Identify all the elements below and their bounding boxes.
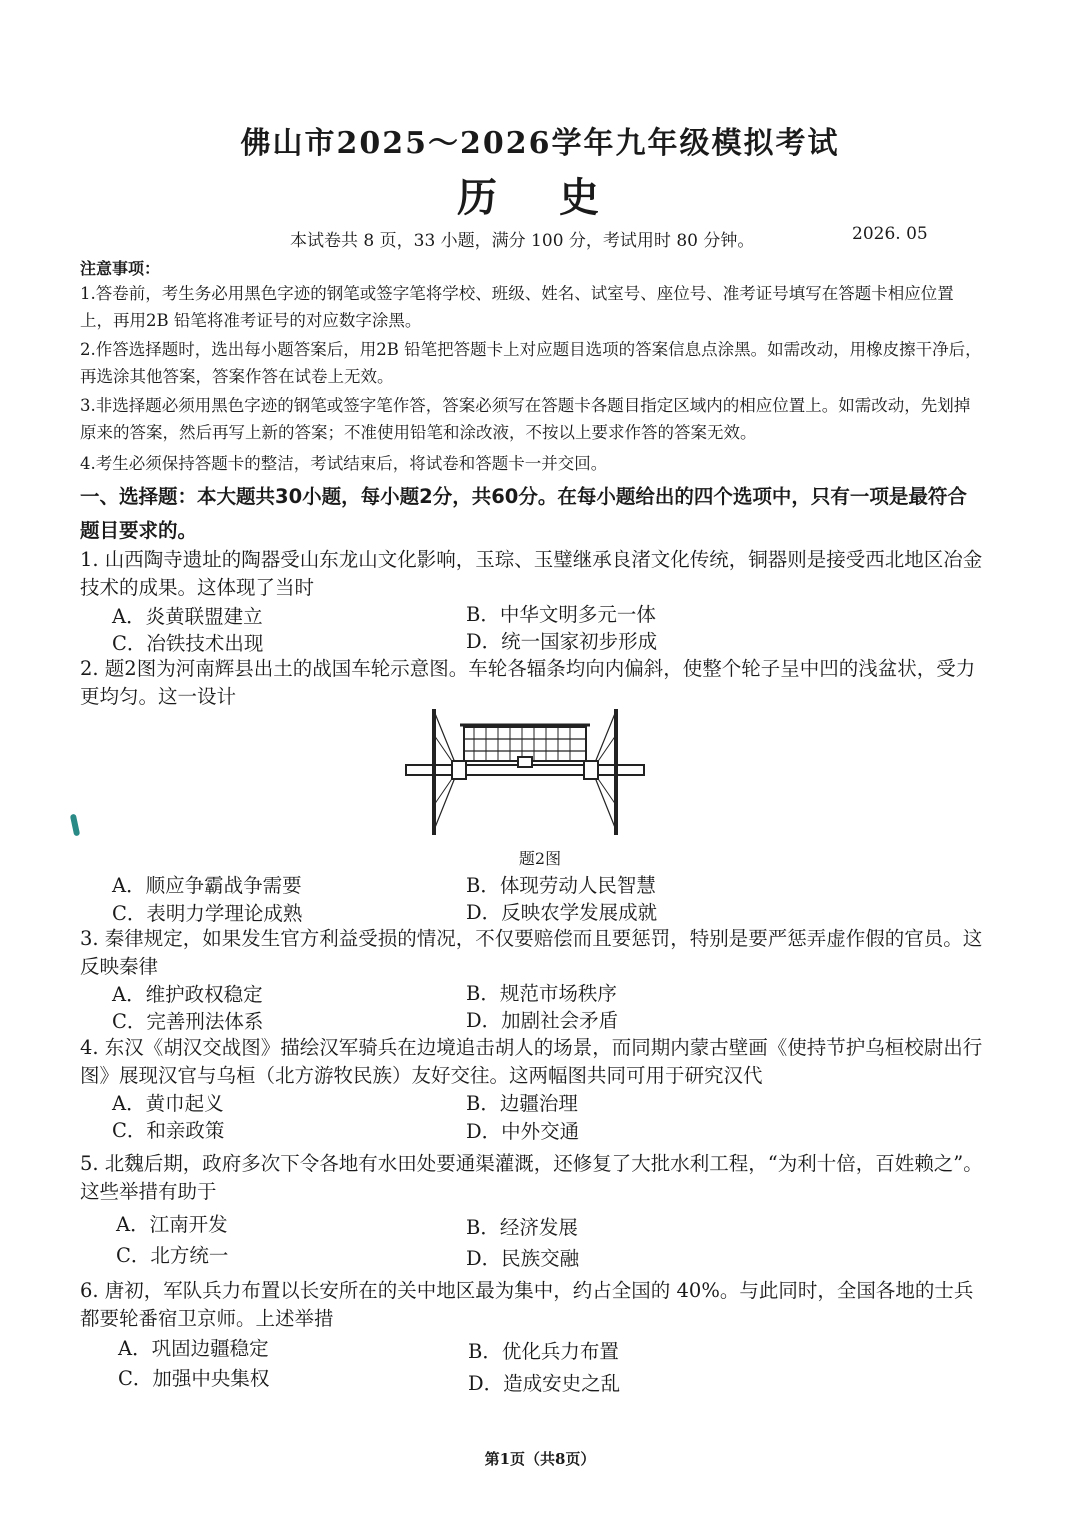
question-6-option-a[interactable]: A．巩固边疆稳定 — [118, 1337, 269, 1360]
question-2-option-a[interactable]: A．顺应争霸战争需要 — [112, 874, 302, 897]
exam-title: 佛山市2025～2026学年九年级模拟考试 — [240, 126, 840, 161]
question-3-option-b[interactable]: B．规范市场秩序 — [466, 982, 617, 1005]
question-3-stem: 3. 秦律规定，如果发生官方利益受损的情况，不仅要赔偿而且要惩罚，特别是要严惩弄虚作假的官员。这反映秦律 — [80, 927, 983, 978]
exam-info: 本试卷共 8 页，33 小题，满分 100 分，考试用时 80 分钟。 — [290, 231, 755, 251]
question-1-option-b[interactable]: B．中华文明多元一体 — [466, 603, 656, 626]
question-6-option-c[interactable]: C．加强中央集权 — [118, 1367, 270, 1390]
question-1-option-c[interactable]: C．冶铁技术出现 — [112, 632, 264, 655]
question-3-option-d[interactable]: D．加剧社会矛盾 — [466, 1009, 619, 1032]
question-4-option-a[interactable]: A．黄巾起义 — [112, 1092, 224, 1115]
figure-caption: 题2图 — [518, 849, 562, 868]
question-2-option-c[interactable]: C．表明力学理论成熟 — [112, 902, 303, 925]
question-3-option-c[interactable]: C．完善刑法体系 — [112, 1010, 264, 1033]
question-1-option-a[interactable]: A．炎黄联盟建立 — [112, 605, 263, 628]
question-4-option-c[interactable]: C．和亲政策 — [112, 1119, 225, 1142]
notice-item-2: 2.作答选择题时，选出每小题答案后，用2B 铅笔把答题卡上对应题目选项的答案信息点涂黑。如需改动，用橡皮擦干净后，再选涂其他答案，答案作答在试卷上无效。 — [80, 340, 982, 386]
question-6-option-b[interactable]: B．优化兵力布置 — [468, 1340, 619, 1363]
question-2-stem: 2. 题2图为河南辉县出土的战国车轮示意图。车轮各辐条均向内偏斜，使整个轮子呈中凹的浅盆状，受力更均匀。这一设计 — [80, 657, 976, 708]
question-3-option-a[interactable]: A．维护政权稳定 — [112, 983, 263, 1006]
question-1-option-d[interactable]: D．统一国家初步形成 — [466, 630, 658, 653]
question-5-option-a[interactable]: A．江南开发 — [116, 1213, 228, 1236]
notice-item-3: 3.非选择题必须用黑色字迹的钢笔或签字笔作答，答案必须写在答题卡各题目指定区域内的相应位置上。如需改动，先划掉原来的答案，然后再写上新的答案；不准使用铅笔和涂改液，不按以上要求作答的答案无效。 — [80, 396, 971, 442]
question-6-stem: 6. 唐初，军队兵力布置以长安所在的关中地区最为集中，约占全国的 40%。与此同时，全国各地的士兵都要轮番宿卫京师。上述举措 — [80, 1279, 974, 1330]
question-6-option-d[interactable]: D．造成安史之乱 — [468, 1372, 621, 1395]
carriage-box — [460, 725, 590, 767]
notice-item-4: 4.考生必须保持答题卡的整洁，考试结束后，将试卷和答题卡一并交回。 — [80, 454, 608, 473]
notice-heading: 注意事项： — [80, 259, 161, 278]
question-2-option-b[interactable]: B．体现劳动人民智慧 — [466, 874, 656, 897]
section-heading: 一、选择题：本大题共30小题，每小题2分，共60分。在每小题给出的四个选项中，只有一项是最符合题目要求的。 — [80, 485, 967, 542]
notice-item-1: 1.答卷前，考生务必用黑色字迹的钢笔或签字笔将学校、班级、姓名、试室号、座位号、准考证号填写在答题卡相应位置上，再用2B 铅笔将准考证号的对应数字涂黑。 — [80, 284, 954, 330]
subject-title: 历 史 — [457, 174, 623, 221]
question-4-option-d[interactable]: D．中外交通 — [466, 1120, 580, 1143]
scan-mark — [70, 814, 80, 837]
question-4-option-b[interactable]: B．边疆治理 — [466, 1092, 578, 1115]
question-4-stem: 4. 东汉《胡汉交战图》描绘汉军骑兵在边境追击胡人的场景，而同期内蒙古壁画《使持节护乌桓校尉出行图》展现汉官与乌桓（北方游牧民族）友好交往。这两幅图共同可用于研究汉代 — [80, 1036, 983, 1087]
page-footer: 第1页（共8页） — [484, 1450, 596, 1468]
question-5-option-d[interactable]: D．民族交融 — [466, 1247, 580, 1270]
question-5-stem: 5. 北魏后期，政府多次下令各地有水田处要通渠灌溉，还修复了大批水利工程，“为利十倍，百姓赖之”。这些举措有助于 — [80, 1152, 983, 1203]
question-5-option-c[interactable]: C．北方统一 — [116, 1244, 229, 1267]
chariot-wheel-diagram — [400, 705, 650, 837]
question-1-stem: 1. 山西陶寺遗址的陶器受山东龙山文化影响，玉琮、玉璧继承良渚文化传统，铜器则是接受西北地区冶金技术的成果。这体现了当时 — [80, 548, 983, 599]
question-2-option-d[interactable]: D．反映农学发展成就 — [466, 901, 658, 924]
exam-date: 2026. 05 — [852, 224, 928, 244]
question-5-option-b[interactable]: B．经济发展 — [466, 1216, 578, 1239]
